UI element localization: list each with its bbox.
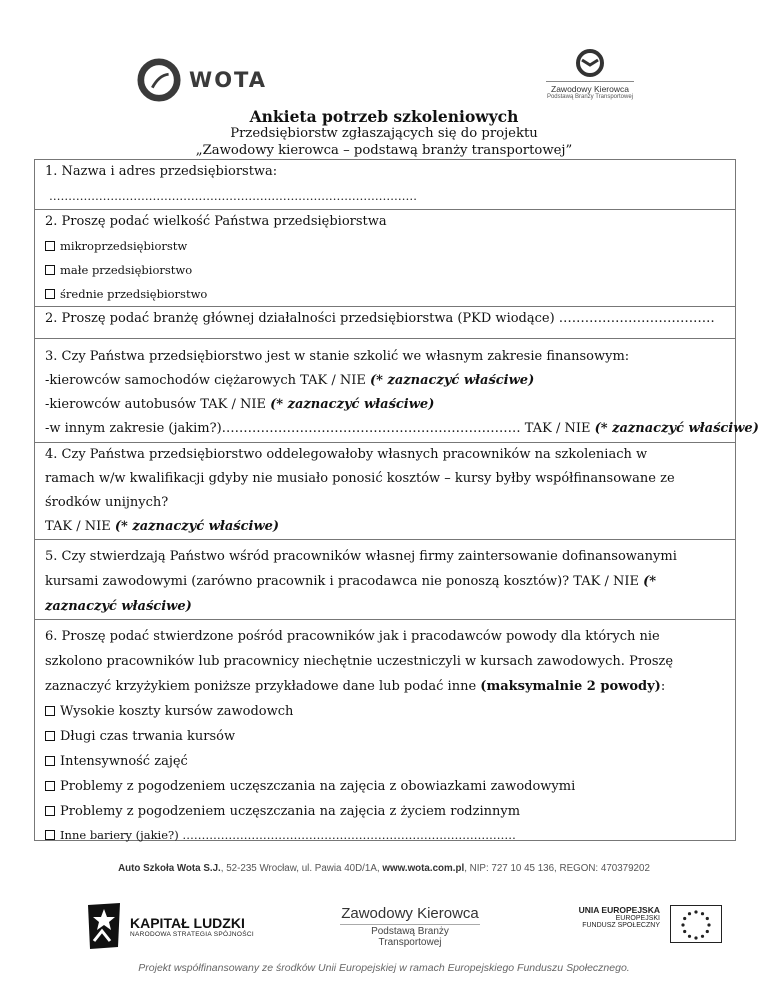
buses-text: -kierowców autobusów TAK / NIE bbox=[45, 397, 271, 412]
zawodowy-kierowca-logo-bottom bbox=[340, 905, 480, 948]
option-label: Intensywność zajęć bbox=[60, 754, 188, 769]
project-funding-note: Projekt współfinansowany ze środków Unii Europejskiej w ramach Europejskiego Funduszu Społecznego. bbox=[138, 962, 630, 974]
company-name: Auto Szkoła Wota S.J. bbox=[118, 863, 221, 874]
question-5-text: kursami zawodowymi (zarówno pracownik i pracodawca nie ponoszą kosztów)? TAK / NIE bbox=[45, 574, 644, 589]
mark-hint: (* zaznaczyć właściwe) bbox=[594, 421, 759, 436]
steering-wheel-icon bbox=[573, 48, 607, 78]
question-1 bbox=[35, 160, 735, 209]
reason-intensity[interactable] bbox=[45, 749, 725, 774]
reason-work-conflict[interactable] bbox=[45, 774, 725, 799]
question-4-line-2: ramach w/w kwalifikacji gdyby nie musiało ponosić kosztów – kursy byłby współfinansowane ze bbox=[45, 471, 675, 486]
eu-flag-icon bbox=[670, 905, 722, 943]
option-label: Długi czas trwania kursów bbox=[60, 729, 236, 744]
wota-logo bbox=[137, 55, 267, 105]
wota-logo-text: WOTA bbox=[189, 68, 267, 92]
max-reasons-note: (maksymalnie 2 powody) bbox=[480, 679, 661, 694]
trucks-text: -kierowców samochodów ciężarowych TAK / NIE bbox=[45, 373, 370, 388]
checkbox-icon[interactable] bbox=[45, 781, 55, 791]
eu-sub-2: FUNDUSZ SPOŁECZNY bbox=[582, 922, 660, 929]
question-3-buses[interactable] bbox=[45, 393, 725, 417]
question-6-line-1: 6. Proszę podać stwierdzone pośród pracowników jak i pracodawców powody dla których nie bbox=[45, 629, 660, 644]
question-3-other[interactable] bbox=[45, 417, 759, 441]
kapital-ludzki-icon bbox=[84, 901, 124, 951]
checkbox-icon[interactable] bbox=[45, 806, 55, 816]
checkbox-icon[interactable] bbox=[45, 731, 55, 741]
question-3 bbox=[35, 338, 759, 442]
question-2b bbox=[35, 306, 735, 338]
option-small[interactable] bbox=[45, 258, 725, 282]
page-subtitle-2: „Zawodowy kierowca – podstawą branży transportowej” bbox=[195, 143, 573, 158]
wota-logo-icon bbox=[137, 57, 181, 103]
question-6-text: zaznaczyć krzyżykiem poniższe przykładowe dane lub podać inne bbox=[45, 679, 481, 694]
zawodowy-kierowca-logo-top bbox=[540, 48, 640, 108]
company-ids: , NIP: 727 10 45 136, REGON: 470379202 bbox=[464, 863, 650, 874]
zk-logo-name: Zawodowy Kierowca bbox=[551, 84, 629, 94]
question-4 bbox=[35, 442, 735, 539]
kapital-ludzki-text bbox=[130, 915, 254, 938]
question-2b-label[interactable]: 2. Proszę podać branżę głównej działalności przedsiębiorstwa (PKD wiodące) ……………………………… bbox=[45, 311, 715, 326]
reason-long-duration[interactable] bbox=[45, 724, 725, 749]
question-1-label: 1. Nazwa i adres przedsiębiorstwa: bbox=[45, 164, 278, 179]
question-4-line-3: środków unijnych? bbox=[45, 495, 169, 510]
zk-bottom-sub: Podstawą Branży Transportowej bbox=[340, 924, 480, 948]
zk-bottom-name: Zawodowy Kierowca bbox=[341, 905, 479, 922]
eu-logo bbox=[560, 905, 730, 949]
question-4-answer[interactable] bbox=[45, 515, 725, 539]
option-label: Problemy z pogodzeniem uczęszczania na zajęcia z obowiazkami zawodowymi bbox=[60, 779, 576, 794]
footer-address bbox=[0, 863, 768, 874]
option-label: Wysokie koszty kursów zawodowch bbox=[60, 704, 294, 719]
eu-title: UNIA EUROPEJSKA bbox=[578, 905, 660, 915]
checkbox-icon[interactable] bbox=[45, 265, 55, 275]
mark-hint-start: (* bbox=[643, 574, 657, 589]
question-5-line-2[interactable] bbox=[45, 569, 725, 594]
kapital-ludzki-sub: NARODOWA STRATEGIA SPÓJNOŚCI bbox=[130, 930, 254, 938]
company-website-link[interactable]: www.wota.com.pl bbox=[382, 863, 465, 874]
kapital-ludzki-title: KAPITAŁ LUDZKI bbox=[130, 914, 245, 931]
mark-hint: (* zaznaczyć właściwe) bbox=[370, 373, 535, 388]
option-label: małe przedsiębiorstwo bbox=[60, 263, 193, 277]
other-scope-text: -w innym zakresie (jakim?)…………………………………………………………… TAK / NIE bbox=[45, 421, 595, 436]
question-2 bbox=[35, 209, 735, 306]
reason-other[interactable] bbox=[45, 824, 725, 846]
company-name-field[interactable] bbox=[45, 184, 725, 208]
checkbox-icon[interactable] bbox=[45, 706, 55, 716]
question-5 bbox=[35, 539, 735, 619]
question-3-trucks[interactable] bbox=[45, 369, 725, 393]
logo-divider bbox=[546, 81, 634, 82]
option-label: Inne bariery (jakie?) …………………………………………………………………………… bbox=[60, 828, 516, 842]
checkbox-icon[interactable] bbox=[45, 241, 55, 251]
reason-family-conflict[interactable] bbox=[45, 799, 725, 824]
question-6-line-3 bbox=[45, 674, 725, 699]
mark-hint-end: zaznaczyć właściwe) bbox=[45, 599, 192, 614]
question-6 bbox=[35, 619, 735, 840]
question-4-line-1: 4. Czy Państwa przedsiębiorstwo oddelegowałoby własnych pracowników na szkoleniach w bbox=[45, 447, 648, 462]
colon: : bbox=[660, 679, 666, 694]
page-title: Ankieta potrzeb szkoleniowych bbox=[249, 107, 519, 126]
checkbox-icon[interactable] bbox=[45, 289, 55, 299]
zk-logo-sub: Podstawą Branży Transportowej bbox=[546, 94, 634, 100]
mark-hint: (* zaznaczyć właściwe) bbox=[270, 397, 435, 412]
option-label: mikroprzedsiębiorstw bbox=[60, 239, 188, 253]
company-name-dots: …………………………………………………………………………………… bbox=[49, 189, 417, 203]
company-address: , 52-235 Wrocław, ul. Pawia 40D/1A, bbox=[220, 863, 383, 874]
checkbox-icon[interactable] bbox=[45, 830, 55, 840]
eu-sub-1: EUROPEJSKI bbox=[615, 915, 660, 922]
question-2-label: 2. Proszę podać wielkość Państwa przedsiębiorstwa bbox=[45, 214, 387, 229]
eu-text bbox=[560, 905, 660, 929]
question-6-line-2: szkolono pracowników lub pracownicy niechętnie uczestniczyli w kursach zawodowych. Proszę bbox=[45, 654, 674, 669]
kapital-ludzki-logo bbox=[84, 900, 284, 952]
yes-no-text: TAK / NIE bbox=[45, 519, 115, 534]
option-label: średnie przedsiębiorstwo bbox=[60, 287, 208, 301]
question-5-line-1: 5. Czy stwierdzają Państwo wśród pracowników własnej firmy zaintersowanie dofinansowanymi bbox=[45, 549, 677, 564]
survey-form bbox=[34, 159, 759, 842]
reason-high-cost[interactable] bbox=[45, 699, 725, 724]
question-3-label: 3. Czy Państwa przedsiębiorstwo jest w stanie szkolić we własnym zakresie finansowym: bbox=[45, 349, 630, 364]
checkbox-icon[interactable] bbox=[45, 756, 55, 766]
option-micro[interactable] bbox=[45, 234, 725, 258]
mark-hint: (* zaznaczyć właściwe) bbox=[114, 519, 280, 534]
option-medium[interactable] bbox=[45, 282, 725, 306]
page-subtitle-1: Przedsiębiorstw zgłaszających się do projektu bbox=[230, 126, 538, 141]
option-label: Problemy z pogodzeniem uczęszczania na zajęcia z życiem rodzinnym bbox=[60, 804, 521, 819]
